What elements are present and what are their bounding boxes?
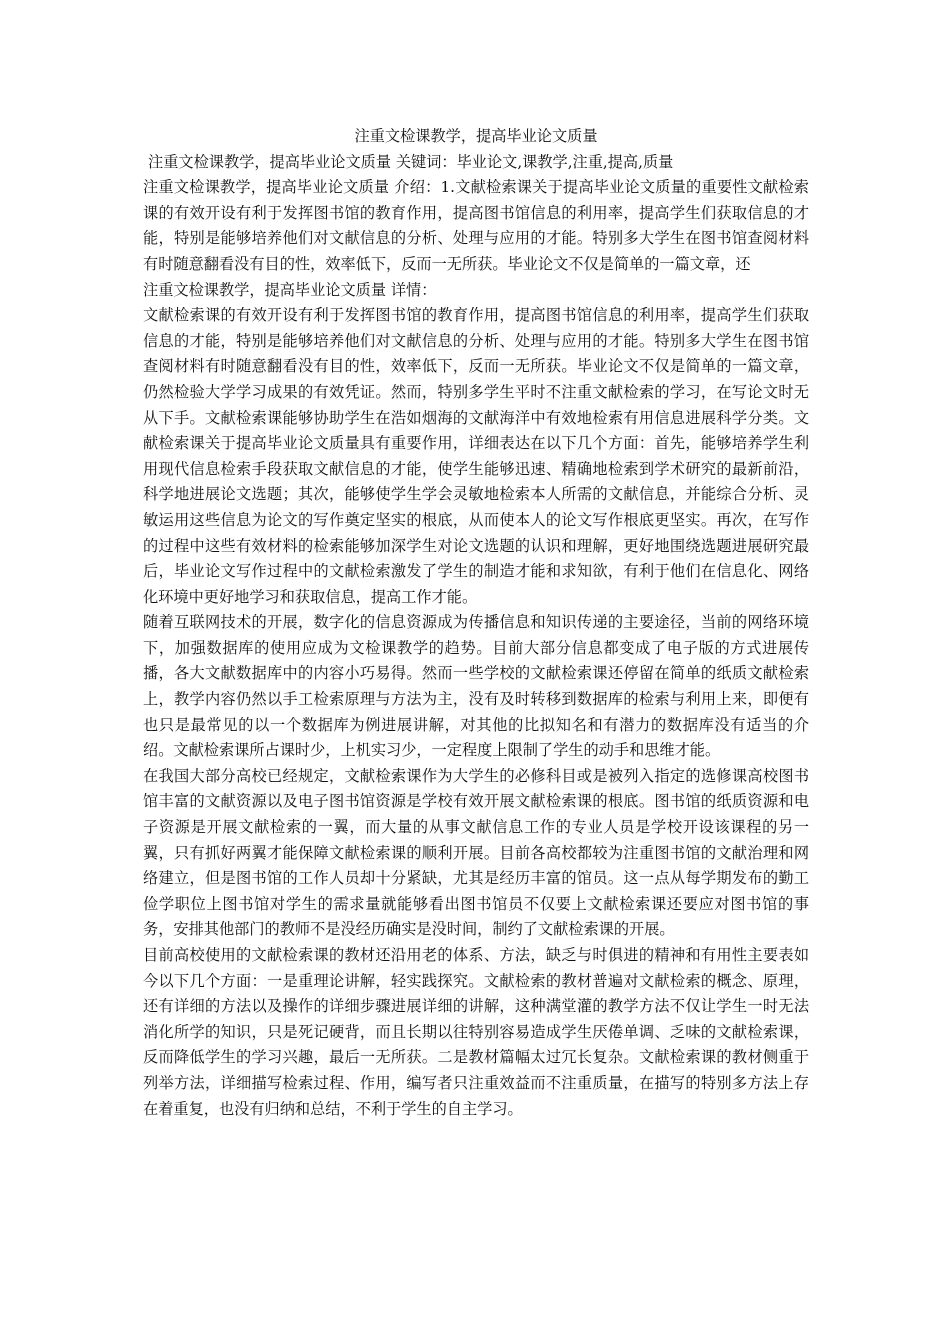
keywords-line: 注重文检课教学，提高毕业论文质量 关键词：毕业论文,课教学,注重,提高,质量 [148,152,674,171]
body-paragraph-4: 目前高校使用的文献检索课的教材还沿用老的体系、方法，缺乏与时俱进的精神和有用性主要表如今以下几个方面：一是重理论讲解，轻实践探究。文献检索的教材普遍对文献检索的概念、原理，还有详细的方法以及操作的详细步骤进展详细的讲解，这种满堂灌的教学方法不仅让学生一时无法消化所学的知识，只是死记硬背，而且长期以往特别容易造成学生厌倦单调、乏味的文献检索课，反而降低学生的学习兴趣，最后一无所获。二是教材篇幅太过冗长复杂。文献检索课的教材侧重于列举方法，详细描写检索过程、作用，编写者只注重效益而不注重质量，在描写的特别多方法上存在着重复，也没有归纳和总结，不利于学生的自主学习。 [143,946,809,1118]
document-page [143,124,809,1122]
intro-paragraph: 注重文检课教学，提高毕业论文质量 介绍：1.文献检索课关于提高毕业论文质量的重要性文献检索课的有效开设有利于发挥图书馆的教育作用，提高图书馆信息的利用率，提高学生们获取信息的才能，特别是能够培养他们对文献信息的分析、处理与应用的才能。特别多大学生在图书馆查阅材料有时随意翻看没有目的性，效率低下，反而一无所获。毕业论文不仅是简单的一篇文章，还 [143,178,809,273]
document-title: 注重文检课教学，提高毕业论文质量 [354,127,598,145]
body-paragraph-2: 随着互联网技术的开展，数字化的信息资源成为传播信息和知识传递的主要途径，当前的网络环境下，加强数据库的使用应成为文检课教学的趋势。目前大部分信息都变成了电子版的方式进展传播，各大文献数据库中的内容小巧易得。然而一些学校的文献检索课还停留在简单的纸质文献检索上，教学内容仍然以手工检索原理与方法为主，没有及时转移到数据库的检索与利用上来，即便有也只是最常见的以一个数据库为例进展讲解，对其他的比拟知名和有潜力的数据库没有适当的介绍。文献检索课所占课时少，上机实习少，一定程度上限制了学生的动手和思维才能。 [143,613,809,760]
body-paragraph-1: 文献检索课的有效开设有利于发挥图书馆的教育作用，提高图书馆信息的利用率，提高学生们获取信息的才能，特别是能够培养他们对文献信息的分析、处理与应用的才能。特别多大学生在图书馆查阅材料有时随意翻看没有目的性，效率低下，反而一无所获。毕业论文不仅是简单的一篇文章，仍然检验大学学习成果的有效凭证。然而，特别多学生平时不注重文献检索的学习，在写论文时无从下手。文献检索课能够协助学生在浩如烟海的文献海洋中有效地检索有用信息进展科学分类。文献检索课关于提高毕业论文质量具有重要作用，详细表达在以下几个方面：首先，能够培养学生利用现代信息检索手段获取文献信息的才能，使学生能够迅速、精确地检索到学术研究的最新前沿，科学地进展论文选题；其次，能够使学生学会灵敏地检索本人所需的文献信息，并能综合分析、灵敏运用这些信息为论文的写作奠定坚实的根底，从而使本人的论文写作根底更坚实。再次，在写作的过程中这些有效材料的检索能够加深学生对论文选题的认识和理解，更好地围绕选题进展研究最后，毕业论文写作过程中的文献检索激发了学生的制造才能和求知欲，有利于他们在信息化、网络化环境中更好地学习和获取信息，提高工作才能。 [143,306,809,606]
details-label: 注重文检课教学，提高毕业论文质量 详情： [143,280,437,299]
body-paragraph-3: 在我国大部分高校已经规定，文献检索课作为大学生的必修科目或是被列入指定的选修课高校图书馆丰富的文献资源以及电子图书馆资源是学校有效开展文献检索课的根底。图书馆的纸质资源和电子资源是开展文献检索的一翼，而大量的从事文献信息工作的专业人员是学校开设该课程的另一翼，只有抓好两翼才能保障文献检索课的顺利开展。目前各高校都较为注重图书馆的文献治理和网络建立，但是图书馆的工作人员却十分紧缺，尤其是经历丰富的馆员。这一点从每学期发布的勤工俭学职位上图书馆对学生的需求量就能够看出图书馆员不仅要上文献检索课还要应对图书馆的事务，安排其他部门的教师不是没经历确实是没时间，制约了文献检索课的开展。 [143,766,809,939]
